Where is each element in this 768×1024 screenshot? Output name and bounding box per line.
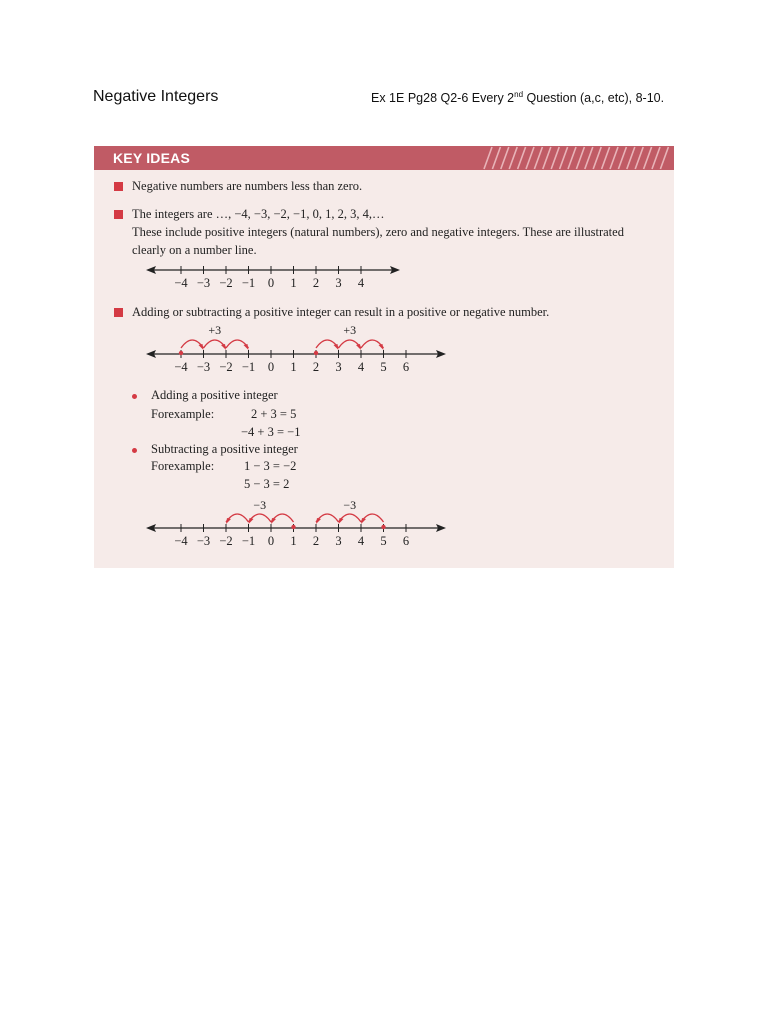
subtract-label: −3: [343, 498, 357, 512]
stripe-line: [526, 147, 534, 169]
start-point-dot: [179, 351, 183, 355]
jump-arc: [316, 340, 339, 348]
subtracting-equation: 1 − 3 = −2: [244, 459, 297, 473]
stripe-line: [652, 147, 660, 169]
subtracting-heading: Subtracting a positive integer: [151, 442, 298, 456]
key-ideas-header: [94, 146, 674, 170]
jump-arc: [226, 514, 249, 522]
bullet-square: [114, 182, 123, 191]
stripe-line: [560, 147, 568, 169]
arrowhead-icon: [361, 518, 366, 524]
stripe-line: [576, 147, 584, 169]
tick-label: 6: [402, 534, 410, 548]
arrowhead-icon: [226, 518, 231, 524]
jump-arc: [339, 340, 362, 348]
tick-label: 5: [380, 534, 387, 548]
stripe-line: [593, 147, 601, 169]
dot-bullet: [132, 448, 137, 453]
subtract-label: −3: [253, 498, 267, 512]
stripe-line: [568, 147, 576, 169]
exercise-reference-prefix: Ex 1E Pg28 Q2-6 Every 2: [371, 91, 515, 105]
stripe-line: [610, 147, 618, 169]
stripe-line: [618, 147, 626, 169]
stripe-line: [660, 147, 668, 169]
tick-label: −4: [174, 360, 188, 374]
tick-label: −1: [241, 276, 256, 290]
bullet-square: [114, 308, 123, 317]
arrowhead-icon: [339, 518, 344, 524]
tick-label: 3: [335, 534, 342, 548]
tick-label: −2: [219, 534, 233, 548]
tick-label: −4: [174, 276, 188, 290]
tick-label: 2: [312, 534, 320, 548]
arrowhead-icon: [316, 518, 321, 524]
stripe-line: [627, 147, 635, 169]
arrowhead-icon: [244, 344, 249, 350]
integers-description-line: These include positive integers (natural numbers), zero and negative integers. These are illustrated: [132, 225, 624, 239]
add-label: +3: [208, 323, 222, 337]
tick-label: −2: [219, 276, 233, 290]
start-point-dot: [381, 525, 385, 529]
tick-label: 6: [402, 360, 410, 374]
number-line-adding: [144, 322, 454, 380]
jump-arc: [204, 340, 227, 348]
jump-arc: [226, 340, 249, 348]
arrowhead-icon: [379, 344, 384, 350]
start-point-dot: [314, 351, 318, 355]
tick-label: 4: [357, 276, 365, 290]
tick-label: −1: [241, 360, 256, 374]
jump-arc: [339, 514, 362, 522]
stripe-line: [484, 147, 492, 169]
jump-arc: [181, 340, 204, 348]
arrowhead-icon: [334, 344, 339, 350]
add-label: +3: [343, 323, 357, 337]
stripe-line: [551, 147, 559, 169]
dot-bullet: [132, 394, 137, 399]
stripe-line: [543, 147, 551, 169]
key-ideas-box: [94, 146, 674, 568]
stripe-line: [602, 147, 610, 169]
tick-label: −2: [219, 360, 233, 374]
adding-heading: Adding a positive integer: [151, 388, 278, 402]
integers-description-line: clearly on a number line.: [132, 243, 257, 257]
tick-label: 2: [312, 276, 320, 290]
adding-equation: −4 + 3 = −1: [241, 425, 301, 439]
arrowhead-icon: [249, 518, 254, 524]
jump-arc: [271, 514, 294, 522]
jump-arc: [361, 340, 384, 348]
tick-label: −3: [196, 276, 211, 290]
adding-equation: 2 + 3 = 5: [251, 407, 297, 421]
tick-label: 0: [267, 360, 275, 374]
tick-label: 3: [335, 276, 342, 290]
arrowhead-icon: [271, 518, 276, 524]
stripe-line: [644, 147, 652, 169]
exercise-reference: [371, 91, 664, 105]
key-ideas-heading: KEY IDEAS: [113, 150, 191, 166]
arrowhead-icon: [356, 344, 361, 350]
tick-label: 1: [290, 360, 297, 374]
stripe-line: [492, 147, 500, 169]
tick-label: 2: [312, 360, 320, 374]
tick-label: 3: [335, 360, 342, 374]
tick-label: −3: [196, 360, 211, 374]
stripe-line: [534, 147, 542, 169]
stripe-line: [585, 147, 593, 169]
subtracting-for-example: Forexample:: [151, 459, 215, 473]
exercise-reference-suffix: Question (a,c, etc), 8-10.: [523, 91, 665, 105]
adding-for-example: Forexample:: [151, 407, 215, 421]
exercise-reference-sup: nd: [514, 89, 524, 99]
subtracting-equation: 5 − 3 = 2: [244, 477, 290, 491]
jump-arc: [249, 514, 272, 522]
tick-label: 1: [290, 534, 297, 548]
tick-label: −4: [174, 534, 188, 548]
tick-label: 4: [357, 360, 365, 374]
bullet-add-subtract: Adding or subtracting a positive integer can result in a positive or negative number.: [132, 305, 550, 319]
bullet-negative-numbers: Negative numbers are numbers less than zero.: [132, 179, 363, 193]
stripe-line: [518, 147, 526, 169]
document-title: Negative Integers: [93, 88, 219, 105]
tick-label: 1: [290, 276, 297, 290]
tick-label: −3: [196, 534, 211, 548]
tick-label: 5: [380, 360, 387, 374]
stripe-line: [635, 147, 643, 169]
stripe-line: [509, 147, 517, 169]
jump-arc: [361, 514, 384, 522]
jump-arc: [316, 514, 339, 522]
number-line-integers: [144, 258, 404, 294]
tick-label: −1: [241, 534, 256, 548]
number-line-subtracting: [144, 498, 454, 556]
arrowhead-icon: [221, 344, 226, 350]
arrowhead-icon: [199, 344, 204, 350]
tick-label: 4: [357, 534, 365, 548]
tick-label: 0: [267, 534, 275, 548]
start-point-dot: [291, 525, 295, 529]
header-stripes-decoration: [94, 146, 674, 170]
bullet-square: [114, 210, 123, 219]
bullet-integers-list: The integers are …, −4, −3, −2, −1, 0, 1, 2, 3, 4,…: [132, 207, 385, 221]
tick-label: 0: [267, 276, 275, 290]
stripe-line: [501, 147, 509, 169]
